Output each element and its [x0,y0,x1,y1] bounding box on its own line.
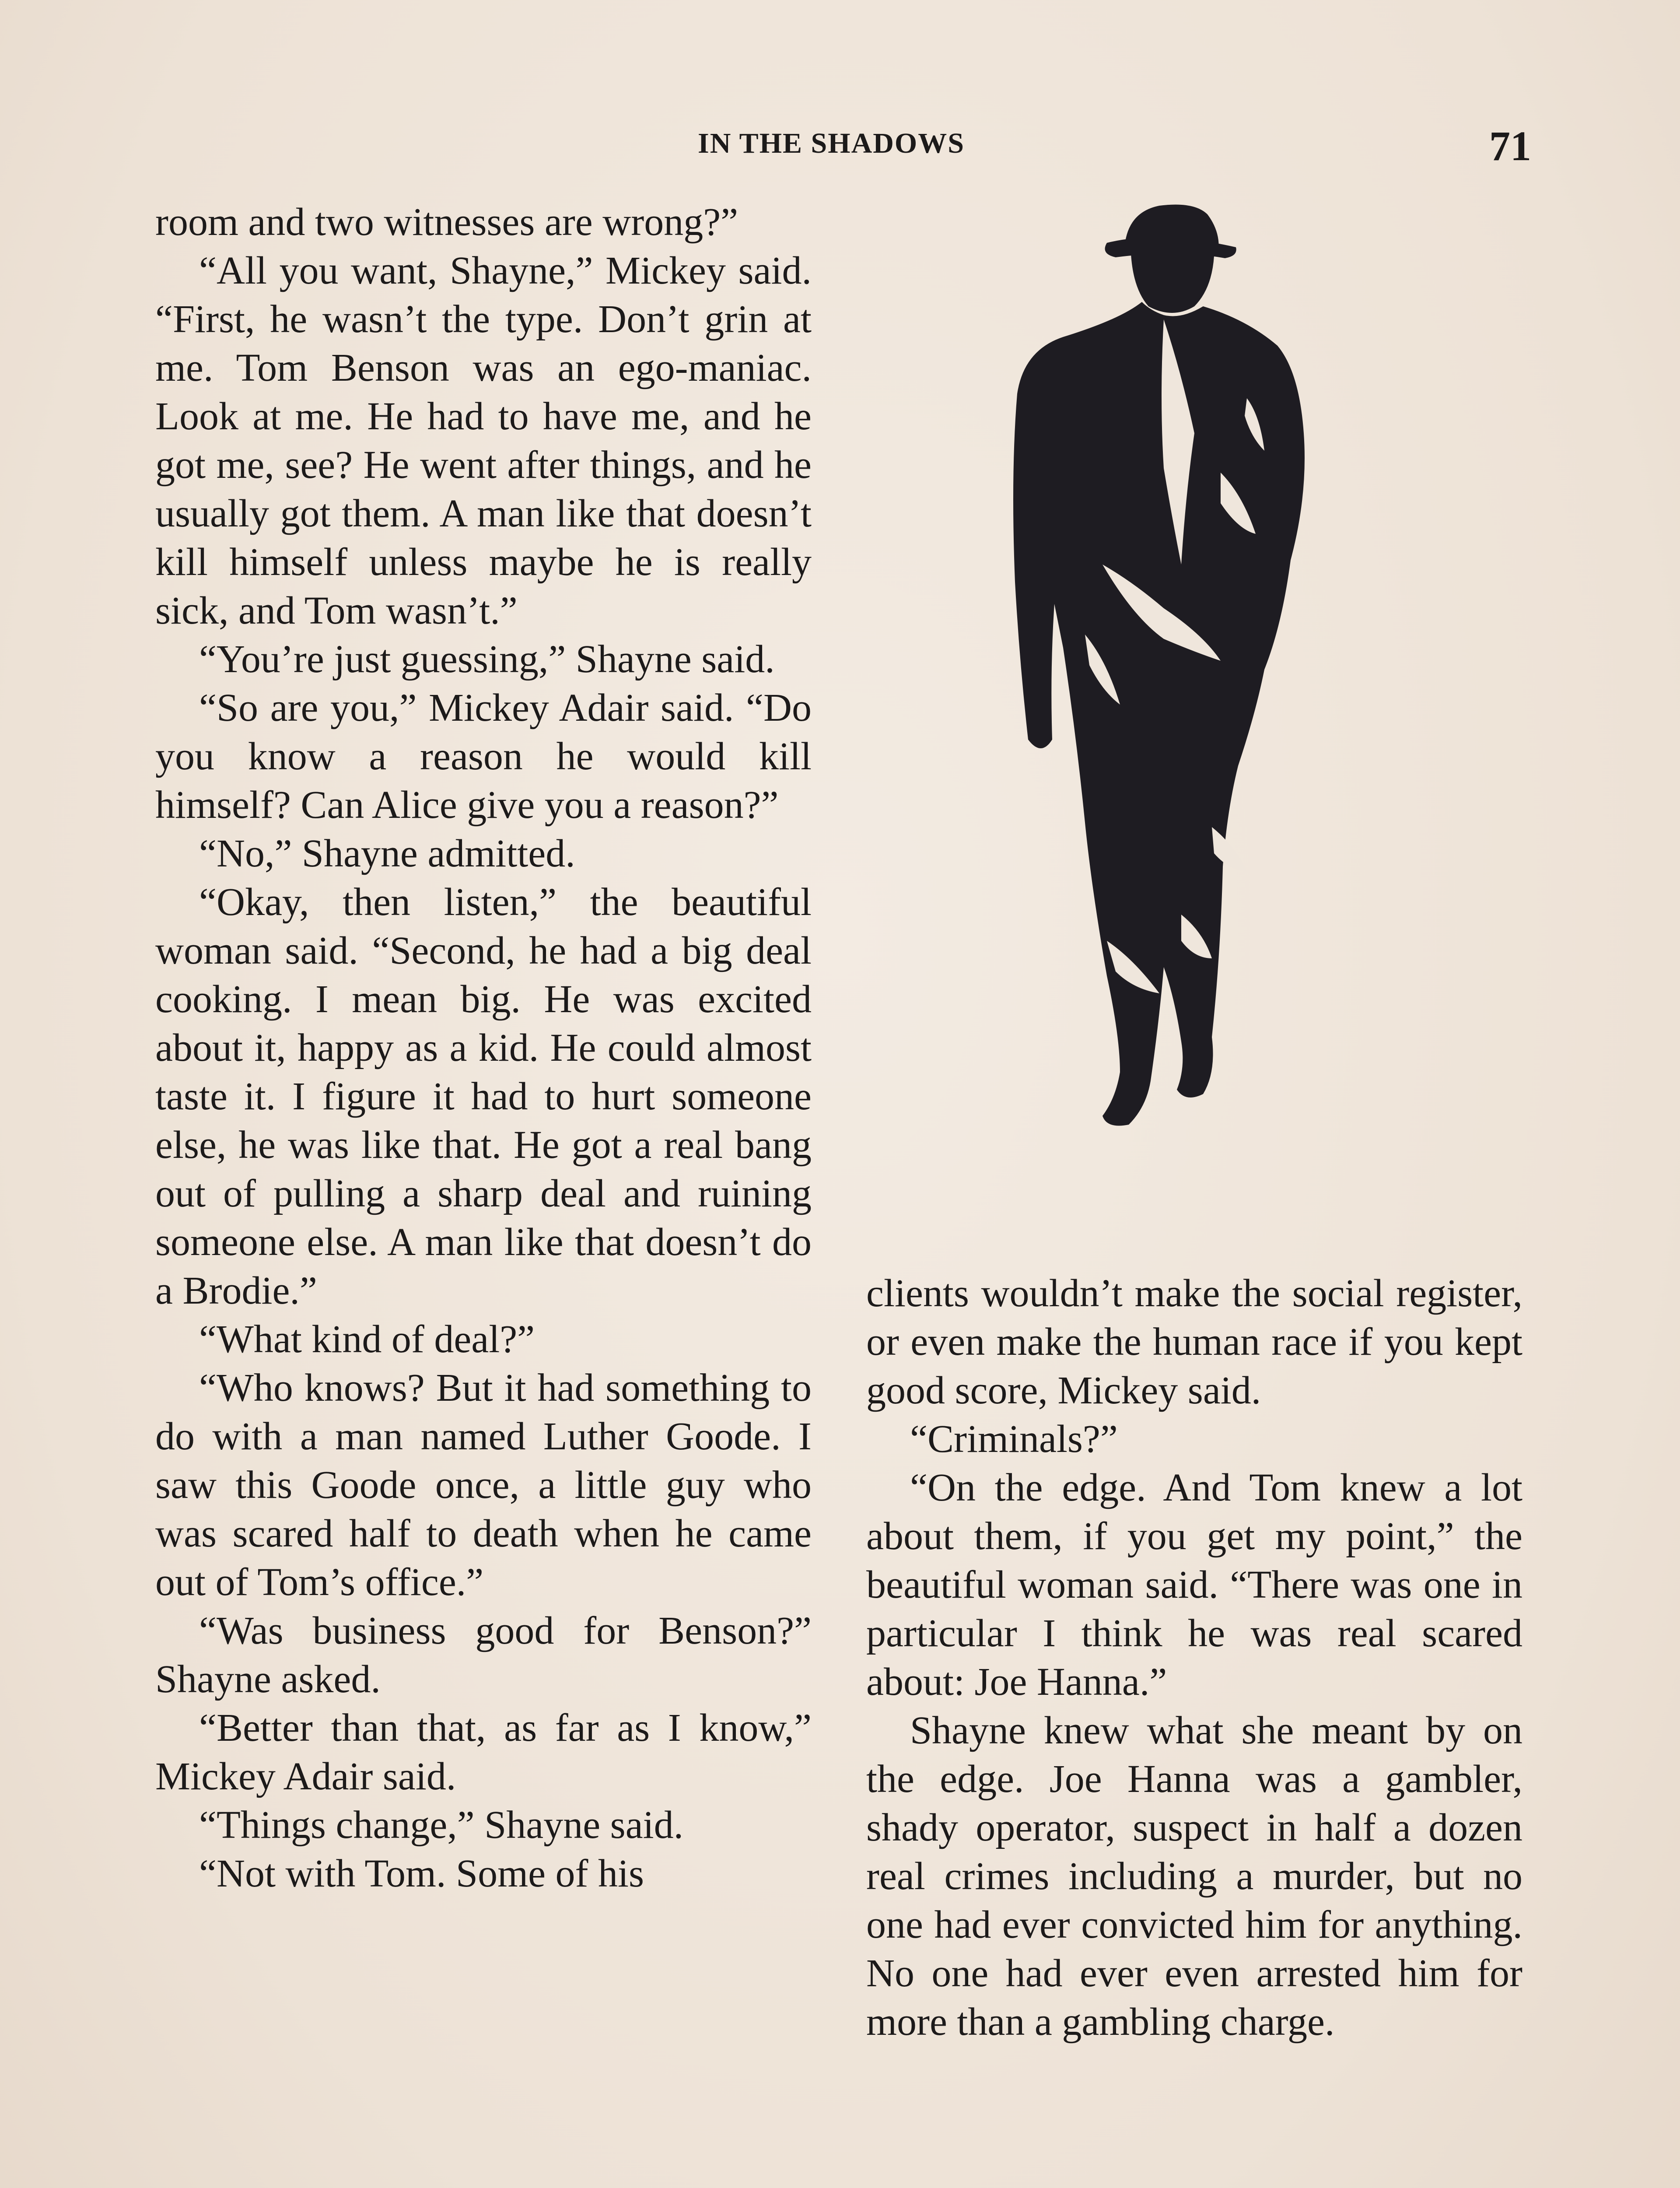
paragraph: “Things change,” Shayne said. [199,1803,684,1847]
paragraph: Shayne knew what she meant by on the edge. Joe Hanna was a gambler, shady operator, suspect in half a dozen real crimes including a murder, but no one had ever convicted him for anything. No one had ever even arrested him for more than a gambling charge. [866,1709,1522,2044]
paragraph: “So are you,” Mickey Adair said. “Do you know a reason he would kill himself? Can Alice give you a reason?” [155,686,812,827]
page-number: 71 [1489,123,1531,169]
paragraph: “No,” Shayne admitted. [199,832,575,875]
paragraph: “Better than that, as far as I know,” Mickey Adair said. [155,1706,812,1798]
paragraph: “Not with Tom. Some of his [199,1852,644,1895]
paragraph: room and two witnesses are wrong?” [155,200,738,244]
paragraph: “Criminals?” [910,1417,1118,1461]
paragraph: clients wouldn’t make the social register, or even make the human race if you kept good score, Mickey said. [866,1272,1522,1412]
paragraph: “Was business good for Benson?” Shayne asked. [155,1609,812,1701]
paragraph: “What kind of deal?” [199,1318,535,1361]
running-title: IN THE SHADOWS [698,127,965,159]
paragraph: “Who knows? But it had something to do with a man named Luther Goode. I saw this Goode once, a little guy who was scared half to death when he came out of Tom’s office.” [155,1366,812,1604]
paragraph: “On the edge. And Tom knew a lot about them, if you get my point,” the beautiful woman said. “There was one in particular I think he was real scared about: Joe Hanna.” [866,1466,1522,1704]
paragraph: “All you want, Shayne,” Mickey said. “First, he wasn’t the type. Don’t grin at me. Tom Benson was an ego-maniac. Look at me. He had to have me, and he got me, see? He went after things, and he usually got them. A man like that doesn’t kill himself unless maybe he is really sick, and Tom wasn’t.” [155,249,812,632]
silhouette-figure [1013,205,1305,1126]
paragraph: “Okay, then listen,” the beautiful woman said. “Second, he had a big deal cooking. I mean big. He was excited about it, happy as a kid. He could almost taste it. I figure it had to hurt someone else, he was like that. He got a real bang out of pulling a sharp deal and ruining someone else. A man like that doesn’t do a Brodie.” [155,880,812,1312]
silhouette-man-in-hat-icon [976,188,1369,1164]
paragraph: “You’re just guessing,” Shayne said. [199,638,775,681]
right-text-column [866,1269,1522,2046]
left-text-column [155,198,812,1898]
